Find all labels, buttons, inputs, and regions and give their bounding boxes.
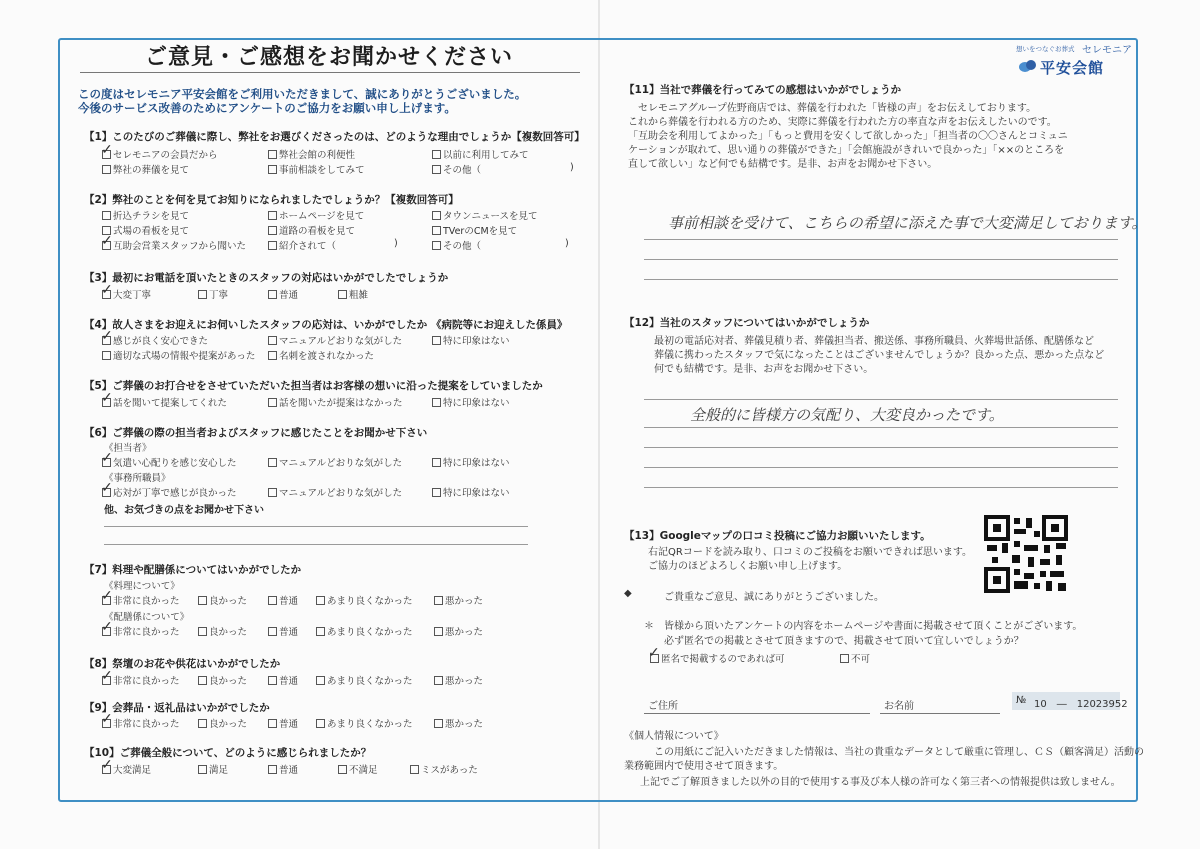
q7-option[interactable]: 悪かった — [434, 593, 483, 607]
q7-sub-food: 《料理について》 — [104, 581, 180, 592]
q8-option[interactable]: 良かった — [198, 673, 247, 687]
q10-option[interactable]: 不満足 — [338, 762, 378, 776]
q6-sub-staff: 《担当者》 — [104, 443, 152, 454]
q2-text: 【2】弊社のことを何を見てお知りになられましたでしょうか？【複数回答可】 — [84, 194, 459, 206]
q2-option[interactable]: TVerのCMを見て — [432, 223, 517, 237]
q5-option[interactable]: 特に印象はない — [432, 395, 510, 409]
answer-line[interactable] — [644, 487, 1118, 488]
check-mark: ✓ — [101, 668, 113, 684]
q6-other-prompt: 他、お気づきの点をお聞かせ下さい — [104, 505, 264, 516]
q4-option[interactable]: 適切な式場の情報や提案があった — [102, 348, 255, 362]
publish-line-1: 皆様から頂いたアンケートの内容をホームページや書面に掲載させて頂くことがございます。 — [664, 621, 1083, 632]
q4-option[interactable]: マニュアルどおりな気がした — [268, 333, 402, 347]
q10-option[interactable]: ミスがあった — [410, 762, 478, 776]
q1-option[interactable]: その他（ — [432, 162, 481, 176]
q13-text: 【13】Googleマップの口コミ投稿にご協力お願いいたします。 — [624, 530, 931, 542]
q2-option[interactable]: 道路の看板を見て — [268, 223, 355, 237]
answer-line[interactable] — [644, 279, 1118, 280]
logo-tagline: 想いをつなぐお葬式 — [1016, 45, 1075, 53]
name-field[interactable] — [880, 713, 1000, 714]
q7-option[interactable]: 非常に良かった — [102, 593, 180, 607]
answer-line[interactable] — [644, 427, 1118, 428]
q7-option[interactable]: 良かった — [198, 624, 247, 638]
q3-text: 【3】最初にお電話を頂いたときのスタッフの対応はいかがでしたでしょうか — [84, 272, 449, 284]
privacy-line-1: この用紙にご記入いただきました情報は、当社の貴重なデータとして厳重に管理し、ＣＳ（顧客満足）活動の — [654, 747, 1144, 758]
q7-option[interactable]: 普通 — [268, 593, 298, 607]
q13-body-line: 右記QRコードを読み取り、口コミのご投稿をお願いできれば思います。 — [648, 547, 973, 558]
q6-option[interactable]: 応対が丁寧で感じが良かった — [102, 485, 237, 499]
q4-option[interactable]: 名刺を渡されなかった — [268, 348, 374, 362]
q8-text: 【8】祭壇のお花や供花はいかがでしたか — [84, 658, 281, 670]
q10-text: 【10】ご葬儀全般について、どのように感じられましたか？ — [84, 747, 372, 759]
q6-option[interactable]: マニュアルどおりな気がした — [268, 455, 402, 469]
answer-line[interactable] — [644, 259, 1118, 260]
qr-code-icon[interactable] — [984, 515, 1068, 593]
q1-option[interactable]: 弊社の葬儀を見て — [102, 162, 189, 176]
q11-body-line: ケーションが取れて、思い通りの葬儀ができた」「会館施設がきれいで良かった」「××のところを — [628, 145, 1065, 156]
q12-body-line: 最初の電話応対者、葬儀見積り者、葬儀担当者、搬送係、事務所職員、火葬場世話係、配膳係など — [654, 336, 1094, 347]
q9-text: 【9】会葬品・返礼品はいかがでしたか — [84, 702, 270, 714]
answer-line[interactable] — [644, 467, 1118, 468]
q4-option[interactable]: 感じが良く安心できた — [102, 333, 208, 347]
q11-handwritten-answer: 事前相談を受けて、こちらの希望に添えた事で大変満足しております。 — [668, 214, 1147, 232]
q9-option[interactable]: あまり良くなかった — [316, 716, 413, 730]
address-label: ご住所 — [648, 701, 678, 712]
q7-option[interactable]: 非常に良かった — [102, 624, 180, 638]
check-mark: ✓ — [648, 645, 660, 661]
check-mark: ✓ — [101, 480, 113, 496]
check-mark: ✓ — [101, 588, 113, 604]
bullet-diamond-icon: ◆ — [624, 588, 632, 599]
q7-option[interactable]: 普通 — [268, 624, 298, 638]
privacy-title: 《個人情報について》 — [624, 731, 724, 742]
q10-option[interactable]: 大変満足 — [102, 762, 151, 776]
check-mark: ✓ — [101, 450, 113, 466]
q2-option[interactable]: ホームページを見て — [268, 208, 364, 222]
q11-body-line: セレモニアグループ佐野商店では、葬儀を行われた「皆様の声」をお伝えしております。 — [638, 103, 1037, 114]
logo-brand: セレモニア — [1082, 45, 1132, 56]
q12-body-line: 何でも結構です。是非、お声をお聞かせ下さい。 — [654, 364, 874, 375]
q5-text: 【5】ご葬儀のお打合せをさせていただいた担当者はお客様の想いに沿った提案をしていましたか — [84, 380, 543, 392]
number-value: 10 ― 12023952 — [1034, 699, 1128, 710]
q11-text: 【11】当社で葬儀を行ってみての感想はいかがでしょうか — [624, 84, 902, 96]
answer-line[interactable] — [644, 447, 1118, 448]
q2-option[interactable]: 互助会営業スタッフから聞いた — [102, 238, 246, 252]
q1-option[interactable]: セレモニアの会員だから — [102, 147, 218, 161]
q7-text: 【7】料理や配膳係についてはいかがでしたか — [84, 564, 302, 576]
q3-option[interactable]: 粗雑 — [338, 287, 368, 301]
q11-body-line: 直して欲しい」など何でも結構です。是非、お声をお聞かせ下さい。 — [628, 159, 938, 170]
check-mark: ✓ — [101, 390, 113, 406]
q1-option[interactable]: 以前に利用してみて — [432, 147, 529, 161]
intro-line-2: 今後のサービス改善のためにアンケートのご協力をお願い申し上げます。 — [78, 101, 456, 115]
q12-handwritten-answer: 全般的に皆様方の気配り、大変良かったです。 — [690, 406, 1004, 424]
check-mark: ✓ — [101, 619, 113, 635]
publish-option-no[interactable]: 不可 — [840, 651, 870, 665]
q6-option[interactable]: 気遣い心配りを感じ安心した — [102, 455, 237, 469]
q2-close-paren: ) — [394, 238, 398, 249]
q1-text: 【1】このたびのご葬儀に際し、弊社をお選びくださったのは、どのような理由でしょうか【複数回答可】 — [84, 131, 585, 143]
check-mark: ✓ — [101, 282, 113, 298]
q3-option[interactable]: 丁寧 — [198, 287, 228, 301]
q2-option[interactable]: タウンニュースを見て — [432, 208, 538, 222]
check-mark: ✓ — [101, 142, 113, 158]
q1-option[interactable]: 弊社会館の利便性 — [268, 147, 355, 161]
q9-option[interactable]: 非常に良かった — [102, 716, 180, 730]
q7-sub-server: 《配膳係について》 — [104, 612, 190, 623]
q5-option[interactable]: 話を聞いて提案してくれた — [102, 395, 227, 409]
q4-text: 【4】故人さまをお迎えにお伺いしたスタッフの応対は、いかがでしたか 《病院等にお迎えした係員》 — [84, 319, 568, 331]
q6-option[interactable]: 特に印象はない — [432, 485, 510, 499]
check-mark: ✓ — [101, 757, 113, 773]
privacy-line-2: 業務範囲内で使用させて頂きます。 — [624, 761, 784, 772]
q12-text: 【12】当社のスタッフについてはいかがでしょうか — [624, 317, 870, 329]
q2-option[interactable]: 折込チラシを見て — [102, 208, 189, 222]
q6-option[interactable]: 特に印象はない — [432, 455, 510, 469]
q7-option[interactable]: 悪かった — [434, 624, 483, 638]
publish-line-2: 必ず匿名での掲載とさせて頂きますので、掲載させて頂いて宜しいでしょうか？ — [664, 636, 1024, 647]
q3-option[interactable]: 普通 — [268, 287, 298, 301]
address-field[interactable] — [644, 713, 870, 714]
q10-option[interactable]: 満足 — [198, 762, 228, 776]
publish-option-yes[interactable]: 匿名で掲載するのであれば可 — [650, 651, 785, 665]
answer-line[interactable] — [644, 239, 1118, 240]
q7-option[interactable]: あまり良くなかった — [316, 624, 413, 638]
q6-sub-office: 《事務所職員》 — [104, 473, 171, 484]
asterisk-icon: ＊ — [644, 621, 654, 632]
q4-option[interactable]: 特に印象はない — [432, 333, 510, 347]
check-mark: ✓ — [101, 233, 113, 249]
q8-option[interactable]: 悪かった — [434, 673, 483, 687]
page-title: ご意見・ご感想をお聞かせください — [145, 44, 514, 70]
q5-option[interactable]: 話を聞いたが提案はなかった — [268, 395, 403, 409]
check-mark: ✓ — [101, 328, 113, 344]
privacy-line-3: 上記でご了解頂きました以外の目的で使用する事及び本人様の許可なく第三者への情報提供は致しません。 — [640, 777, 1121, 788]
answer-line[interactable] — [644, 399, 1118, 400]
q9-option[interactable]: 悪かった — [434, 716, 483, 730]
logo-name: 平安会館 — [1040, 59, 1105, 77]
thanks-text: ご貴重なご意見、誠にありがとうございました。 — [664, 592, 884, 603]
number-label: № — [1016, 695, 1027, 706]
q8-option[interactable]: 非常に良かった — [102, 673, 180, 687]
q7-option[interactable]: 良かった — [198, 593, 247, 607]
q2-option[interactable]: 式場の看板を見て — [102, 223, 189, 237]
q8-option[interactable]: あまり良くなかった — [316, 673, 413, 687]
q7-option[interactable]: あまり良くなかった — [316, 593, 413, 607]
q1-close-paren: ) — [570, 162, 574, 173]
answer-line[interactable] — [104, 526, 528, 527]
q6-option[interactable]: マニュアルどおりな気がした — [268, 485, 402, 499]
q11-body-line: 「互助会を利用してよかった」「もっと費用を安くして欲しかった」「担当者の〇〇さんとコミュニ — [628, 131, 1068, 142]
q2-option[interactable]: その他（ — [432, 238, 481, 252]
q2-option[interactable]: 紹介されて（ — [268, 238, 336, 252]
q3-option[interactable]: 大変丁寧 — [102, 287, 151, 301]
check-mark: ✓ — [101, 711, 113, 727]
name-label: お名前 — [884, 701, 914, 712]
q9-option[interactable]: 良かった — [198, 716, 247, 730]
q2-close-paren: ) — [565, 238, 569, 249]
title-rule — [80, 72, 580, 73]
q8-option[interactable]: 普通 — [268, 673, 298, 687]
q13-body-line: ご協力のほどよろしくお願い申し上げます。 — [648, 561, 848, 572]
q1-option[interactable]: 事前相談をしてみて — [268, 162, 365, 176]
answer-line[interactable] — [104, 544, 528, 545]
q6-text: 【6】ご葬儀の際の担当者およびスタッフに感じたことをお聞かせ下さい — [84, 427, 428, 439]
q9-option[interactable]: 普通 — [268, 716, 298, 730]
q11-body-line: これから葬儀を行われる方のため、実際に葬儀を行われた方の率直な声をお伝えしたいのです。 — [628, 117, 1057, 128]
intro-line-1: この度はセレモニア平安会館をご利用いただきまして、誠にありがとうございました。 — [78, 87, 527, 101]
logo-icon — [1018, 58, 1038, 74]
q10-option[interactable]: 普通 — [268, 762, 298, 776]
q12-body-line: 葬儀に携わったスタッフで気になったことはございませんでしょうか？良かった点、悪かった点など — [654, 350, 1105, 361]
